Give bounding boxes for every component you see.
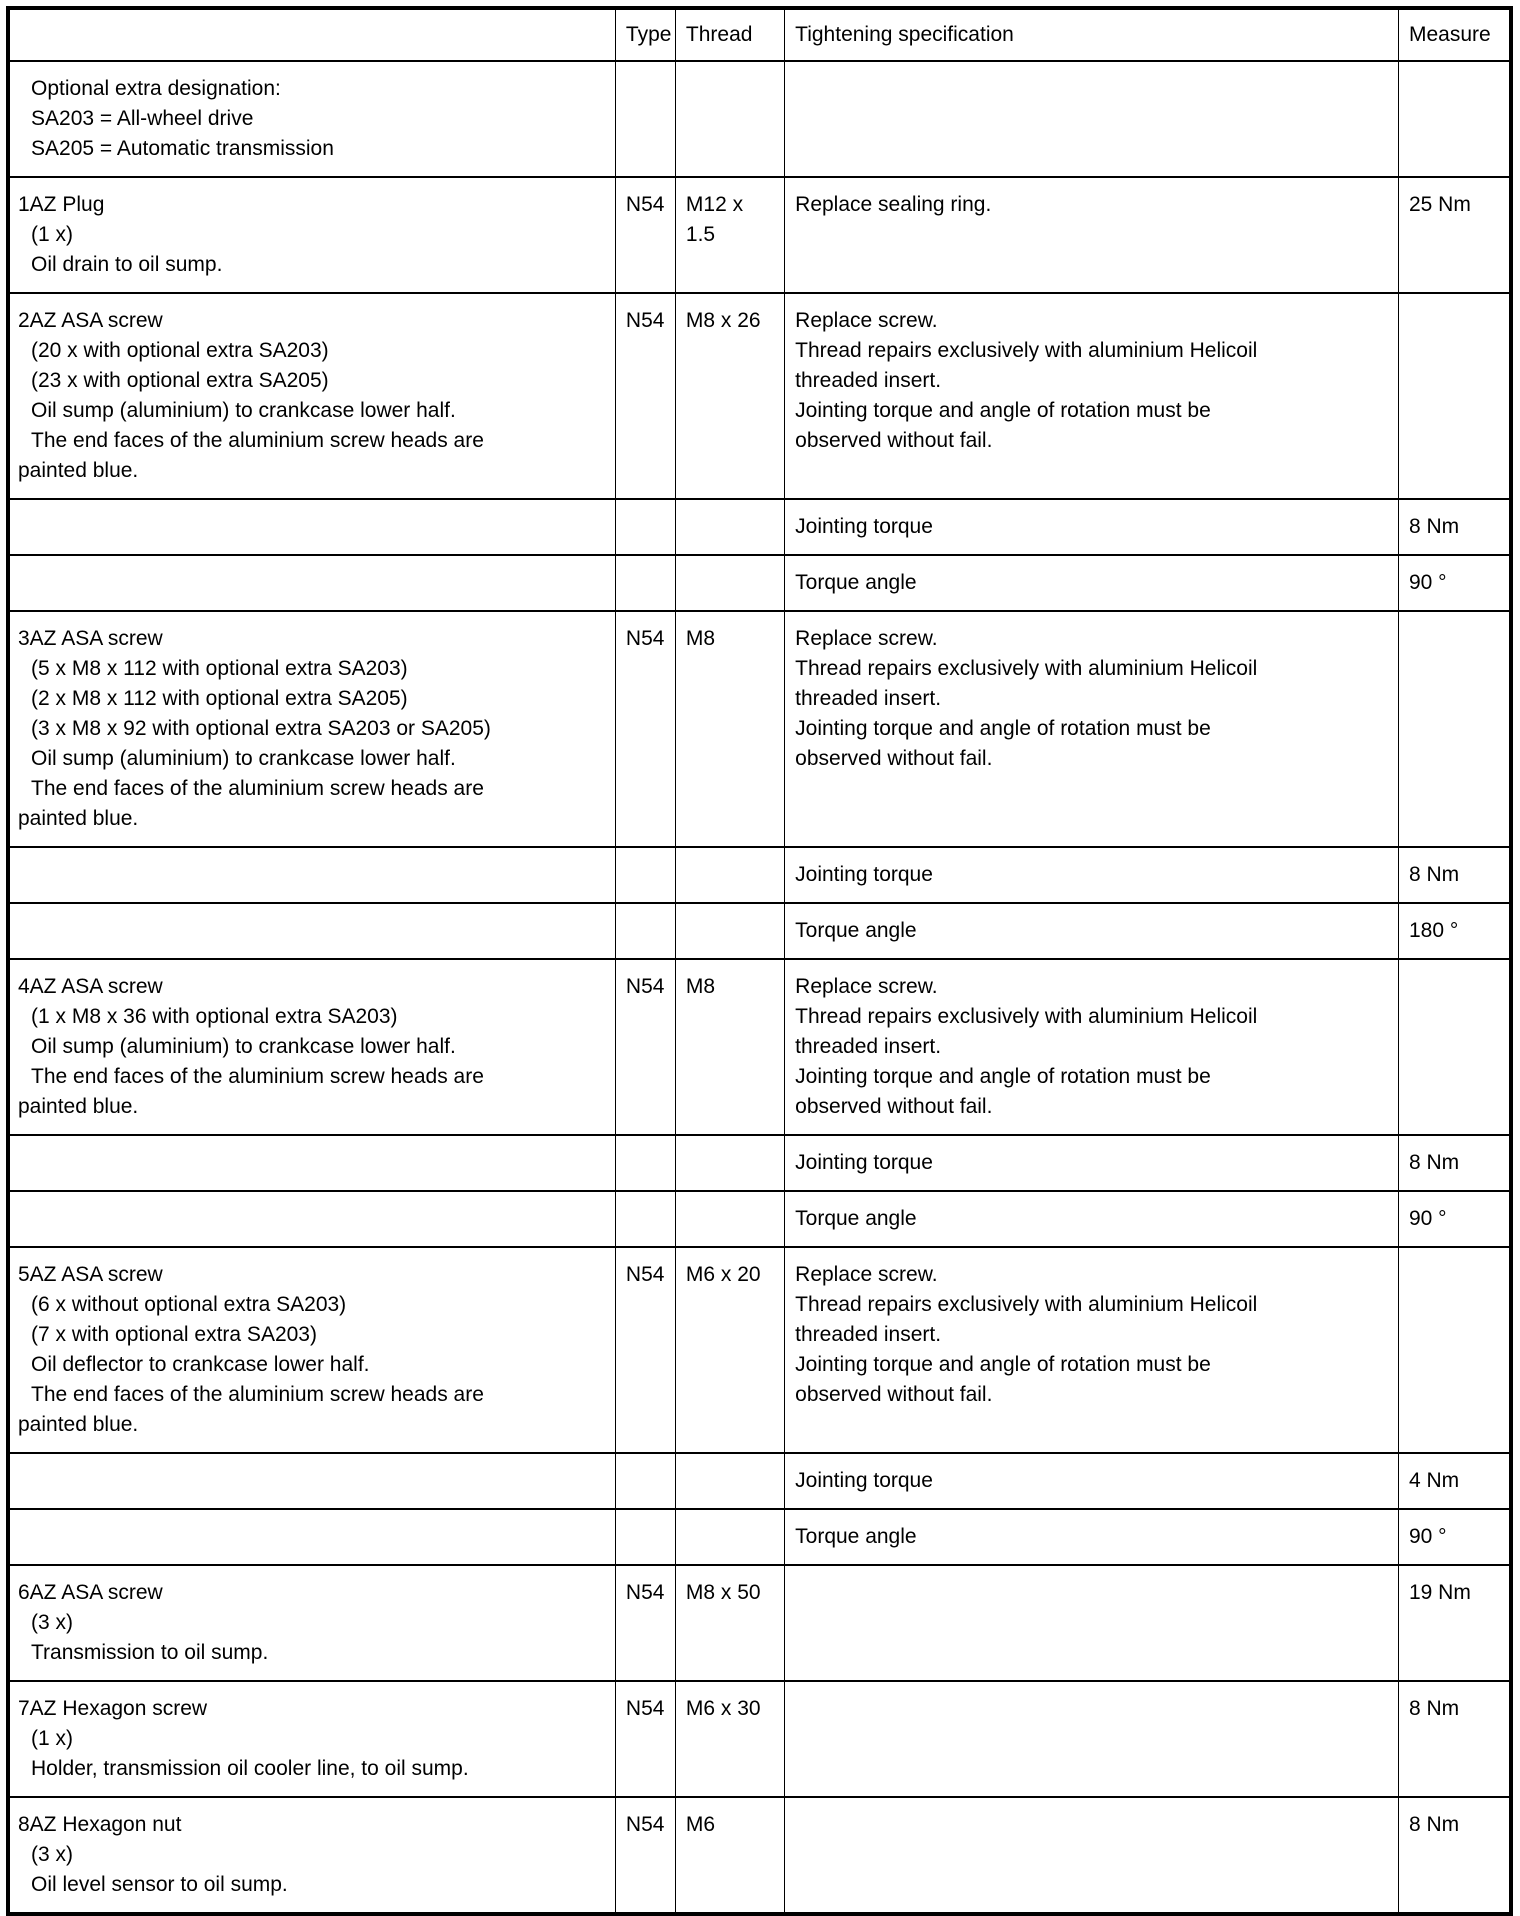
empty-cell — [675, 555, 784, 611]
empty-cell — [675, 903, 784, 959]
description-line: The end faces of the aluminium screw heads are — [31, 777, 484, 800]
specification-line: Jointing torque and angle of rotation must be — [795, 717, 1211, 740]
description-line: (6 x without optional extra SA203) — [31, 1293, 347, 1316]
description-line: 7AZ Hexagon screw — [18, 1697, 208, 1720]
empty-cell — [8, 555, 615, 611]
specification-line: threaded insert. — [795, 1035, 942, 1058]
thread-size — [675, 293, 784, 499]
part-description — [8, 1797, 615, 1914]
description-line: 8AZ Hexagon nut — [18, 1813, 182, 1836]
legend-line: SA203 = All-wheel drive — [31, 107, 254, 130]
table-subrow — [8, 1135, 1511, 1191]
description-line: (2 x M8 x 112 with optional extra SA205) — [31, 687, 408, 710]
description-line: painted blue. — [18, 1095, 139, 1118]
measure-value — [1398, 293, 1511, 499]
description-line: 4AZ ASA screw — [18, 975, 163, 998]
measure-value: 25 Nm — [1398, 177, 1511, 293]
description-line: 3AZ ASA screw — [18, 627, 163, 650]
specification-line: Jointing torque and angle of rotation must be — [795, 1353, 1211, 1376]
empty-cell — [615, 1135, 675, 1191]
measure-value: 8 Nm — [1398, 1135, 1511, 1191]
empty-cell — [785, 61, 1399, 177]
thread-line: M6 x 20 — [685, 1263, 761, 1286]
thread-line: M12 x — [685, 193, 744, 216]
specification-line: Thread repairs exclusively with aluminium Helicoil — [795, 339, 1258, 362]
description-line: painted blue. — [18, 1413, 139, 1436]
tightening-step: Torque angle — [785, 1509, 1399, 1565]
tightening-specification — [785, 611, 1399, 847]
description-line: (1 x) — [31, 1727, 73, 1750]
engine-type: N54 — [615, 1247, 675, 1453]
measure-value: 8 Nm — [1398, 1681, 1511, 1797]
tightening-step: Jointing torque — [785, 499, 1399, 555]
empty-cell — [675, 61, 784, 177]
specification-line: observed without fail. — [795, 1383, 993, 1406]
description-line: Oil drain to oil sump. — [31, 253, 223, 276]
description-line: painted blue. — [18, 807, 139, 830]
empty-cell — [675, 1191, 784, 1247]
thread-size — [675, 1565, 784, 1681]
thread-size — [675, 611, 784, 847]
specification-line: Thread repairs exclusively with aluminium Helicoil — [795, 1293, 1258, 1316]
part-description — [8, 959, 615, 1135]
part-description — [8, 177, 615, 293]
tightening-specification — [785, 293, 1399, 499]
engine-type: N54 — [615, 177, 675, 293]
specification-line: Replace sealing ring. — [795, 193, 992, 216]
empty-cell — [615, 847, 675, 903]
measure-value — [1398, 611, 1511, 847]
description-line: (5 x M8 x 112 with optional extra SA203) — [31, 657, 408, 680]
legend-line: SA205 = Automatic transmission — [31, 137, 334, 160]
table-row — [8, 1797, 1511, 1914]
tightening-step: Jointing torque — [785, 1135, 1399, 1191]
table-row — [8, 1247, 1511, 1453]
description-line: The end faces of the aluminium screw heads are — [31, 429, 484, 452]
engine-type: N54 — [615, 959, 675, 1135]
description-line: Holder, transmission oil cooler line, to oil sump. — [31, 1757, 469, 1780]
description-line: (23 x with optional extra SA205) — [31, 369, 329, 392]
description-line: 1AZ Plug — [18, 193, 105, 216]
thread-line: 1.5 — [685, 223, 716, 246]
measure-value: 90 ° — [1398, 1191, 1511, 1247]
empty-cell — [615, 555, 675, 611]
description-line: 5AZ ASA screw — [18, 1263, 163, 1286]
thread-size — [675, 959, 784, 1135]
legend-row — [8, 61, 1511, 177]
specification-line: Replace screw. — [795, 1263, 938, 1286]
empty-cell — [615, 61, 675, 177]
tightening-step: Torque angle — [785, 903, 1399, 959]
measure-value — [1398, 1247, 1511, 1453]
description-line: 6AZ ASA screw — [18, 1581, 163, 1604]
specification-line: Replace screw. — [795, 627, 938, 650]
empty-cell — [615, 903, 675, 959]
description-line: Oil sump (aluminium) to crankcase lower half. — [31, 1035, 456, 1058]
part-description — [8, 1681, 615, 1797]
tightening-specification — [785, 1565, 1399, 1681]
thread-line: M8 x 50 — [685, 1581, 761, 1604]
table-subrow — [8, 847, 1511, 903]
measure-value: 8 Nm — [1398, 499, 1511, 555]
tightening-specification — [785, 959, 1399, 1135]
engine-type: N54 — [615, 1681, 675, 1797]
description-line: 2AZ ASA screw — [18, 309, 163, 332]
empty-cell — [8, 499, 615, 555]
specification-line: observed without fail. — [795, 429, 993, 452]
empty-cell — [8, 1191, 615, 1247]
part-description — [8, 611, 615, 847]
description-line: Transmission to oil sump. — [31, 1641, 269, 1664]
empty-cell — [8, 1135, 615, 1191]
specification-line: Replace screw. — [795, 975, 938, 998]
specification-line: Jointing torque and angle of rotation must be — [795, 1065, 1211, 1088]
tightening-step: Jointing torque — [785, 1453, 1399, 1509]
engine-type: N54 — [615, 1797, 675, 1914]
specification-line: threaded insert. — [795, 1323, 942, 1346]
empty-cell — [675, 1509, 784, 1565]
table-subrow — [8, 903, 1511, 959]
description-line: painted blue. — [18, 459, 139, 482]
tightening-specification — [785, 1797, 1399, 1914]
thread-size — [675, 177, 784, 293]
description-line: The end faces of the aluminium screw heads are — [31, 1065, 484, 1088]
specification-line: threaded insert. — [795, 369, 942, 392]
empty-cell — [615, 1191, 675, 1247]
thread-size — [675, 1247, 784, 1453]
empty-cell — [615, 499, 675, 555]
tightening-step: Torque angle — [785, 1191, 1399, 1247]
description-line: (3 x) — [31, 1611, 73, 1634]
description-line: (20 x with optional extra SA203) — [31, 339, 329, 362]
empty-cell — [675, 847, 784, 903]
thread-line: M8 — [685, 975, 716, 998]
table-subrow — [8, 1453, 1511, 1509]
measure-value: 180 ° — [1398, 903, 1511, 959]
table-subrow — [8, 1191, 1511, 1247]
measure-value — [1398, 959, 1511, 1135]
engine-type: N54 — [615, 1565, 675, 1681]
description-line: Oil sump (aluminium) to crankcase lower half. — [31, 399, 456, 422]
measure-value: 19 Nm — [1398, 1565, 1511, 1681]
header-description — [8, 8, 615, 61]
table-subrow — [8, 1509, 1511, 1565]
header-tightening-specification: Tightening specification — [785, 8, 1399, 61]
description-line: Oil deflector to crankcase lower half. — [31, 1353, 370, 1376]
engine-type: N54 — [615, 293, 675, 499]
table-row — [8, 293, 1511, 499]
description-line: Oil level sensor to oil sump. — [31, 1873, 288, 1896]
specification-line: Thread repairs exclusively with aluminium Helicoil — [795, 657, 1258, 680]
specification-line: Thread repairs exclusively with aluminium Helicoil — [795, 1005, 1258, 1028]
empty-cell — [1398, 61, 1511, 177]
part-description — [8, 1247, 615, 1453]
measure-value: 8 Nm — [1398, 1797, 1511, 1914]
thread-line: M8 — [685, 627, 716, 650]
measure-value: 8 Nm — [1398, 847, 1511, 903]
empty-cell — [675, 1453, 784, 1509]
tightening-specification — [785, 1681, 1399, 1797]
part-description — [8, 293, 615, 499]
thread-line: M8 x 26 — [685, 309, 761, 332]
part-description — [8, 1565, 615, 1681]
optional-extra-legend — [8, 61, 615, 177]
empty-cell — [675, 499, 784, 555]
thread-size — [675, 1681, 784, 1797]
thread-line: M6 x 30 — [685, 1697, 761, 1720]
description-line: The end faces of the aluminium screw heads are — [31, 1383, 484, 1406]
specification-line: threaded insert. — [795, 687, 942, 710]
thread-size — [675, 1797, 784, 1914]
tightening-step: Jointing torque — [785, 847, 1399, 903]
table-row — [8, 177, 1511, 293]
description-line: (3 x M8 x 92 with optional extra SA203 or SA205) — [31, 717, 491, 740]
description-line: Oil sump (aluminium) to crankcase lower half. — [31, 747, 456, 770]
legend-line: Optional extra designation: — [31, 77, 281, 100]
description-line: (7 x with optional extra SA203) — [31, 1323, 317, 1346]
table-subrow — [8, 499, 1511, 555]
empty-cell — [8, 1453, 615, 1509]
tightening-step: Torque angle — [785, 555, 1399, 611]
description-line: (1 x M8 x 36 with optional extra SA203) — [31, 1005, 398, 1028]
empty-cell — [615, 1509, 675, 1565]
empty-cell — [615, 1453, 675, 1509]
measure-value: 90 ° — [1398, 555, 1511, 611]
table-header-row — [8, 8, 1511, 61]
table-row — [8, 1565, 1511, 1681]
header-type: Type — [615, 8, 675, 61]
specification-line: observed without fail. — [795, 1095, 993, 1118]
empty-cell — [675, 1135, 784, 1191]
engine-type: N54 — [615, 611, 675, 847]
empty-cell — [8, 903, 615, 959]
tightening-specification — [785, 177, 1399, 293]
table-subrow — [8, 555, 1511, 611]
measure-value: 90 ° — [1398, 1509, 1511, 1565]
empty-cell — [8, 847, 615, 903]
table-row — [8, 1681, 1511, 1797]
specification-line: observed without fail. — [795, 747, 993, 770]
empty-cell — [8, 1509, 615, 1565]
measure-value: 4 Nm — [1398, 1453, 1511, 1509]
tightening-specification — [785, 1247, 1399, 1453]
header-thread: Thread — [675, 8, 784, 61]
table-row — [8, 959, 1511, 1135]
tightening-torque-table — [6, 6, 1513, 1916]
specification-line: Replace screw. — [795, 309, 938, 332]
thread-line: M6 — [685, 1813, 716, 1836]
table-row — [8, 611, 1511, 847]
description-line: (3 x) — [31, 1843, 73, 1866]
description-line: (1 x) — [31, 223, 73, 246]
specification-line: Jointing torque and angle of rotation must be — [795, 399, 1211, 422]
header-measure: Measure — [1398, 8, 1511, 61]
